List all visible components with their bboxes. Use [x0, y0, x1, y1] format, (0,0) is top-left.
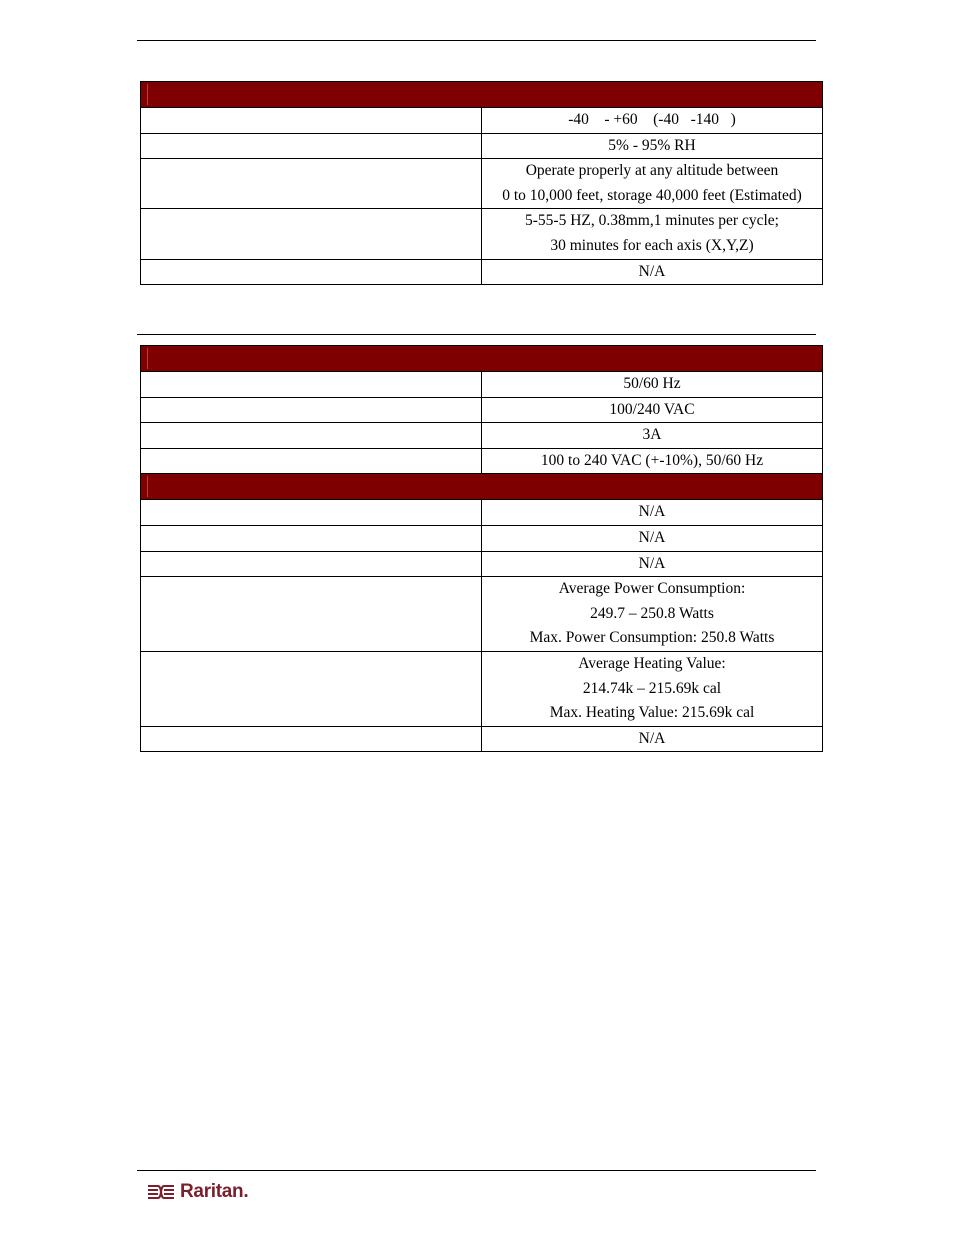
row-value: -40 - +60 (-40 -140 ) [482, 108, 823, 134]
row-label [141, 448, 482, 474]
table-row [141, 209, 823, 259]
row-value: N/A [482, 726, 823, 752]
table-header-band [141, 346, 823, 372]
row-label [141, 372, 482, 398]
table-row [141, 500, 823, 526]
row-label [141, 551, 482, 577]
row-label [141, 525, 482, 551]
section-rule [137, 334, 816, 335]
table-row [141, 651, 823, 726]
row-value: N/A [482, 551, 823, 577]
row-label [141, 423, 482, 449]
row-value: N/A [482, 525, 823, 551]
table-section-band [141, 474, 823, 500]
row-value: N/A [482, 500, 823, 526]
row-label [141, 108, 482, 134]
power-spec-table [140, 345, 823, 752]
row-value: 5-55-5 HZ, 0.38mm,1 minutes per cycle; 30 minutes for each axis (X,Y,Z) [482, 209, 823, 259]
table-header-band [141, 82, 823, 108]
row-value: Average Power Consumption: 249.7 – 250.8 Watts Max. Power Consumption: 250.8 Watts [482, 577, 823, 652]
row-value: Average Heating Value: 214.74k – 215.69k cal Max. Heating Value: 215.69k cal [482, 651, 823, 726]
table-row [141, 423, 823, 449]
row-value: 100/240 VAC [482, 397, 823, 423]
table-row [141, 372, 823, 398]
footer-logo [146, 1181, 249, 1203]
row-value: N/A [482, 259, 823, 285]
row-label [141, 397, 482, 423]
row-value: 5% - 95% RH [482, 133, 823, 159]
table-row [141, 577, 823, 652]
row-label [141, 259, 482, 285]
row-label [141, 577, 482, 652]
table-row [141, 525, 823, 551]
row-value: 3A [482, 423, 823, 449]
row-value: Operate properly at any altitude between 0 to 10,000 feet, storage 40,000 feet (Estimated) [482, 159, 823, 209]
table-row [141, 726, 823, 752]
row-label [141, 500, 482, 526]
table-row [141, 397, 823, 423]
table-row [141, 133, 823, 159]
row-label [141, 133, 482, 159]
table-row [141, 159, 823, 209]
footer-rule [137, 1170, 816, 1171]
raritan-logo-icon [146, 1182, 176, 1202]
environment-spec-table [140, 81, 823, 285]
row-value: 100 to 240 VAC (+-10%), 50/60 Hz [482, 448, 823, 474]
logo-wordmark: Raritan [180, 1181, 244, 1202]
row-label [141, 651, 482, 726]
row-label [141, 209, 482, 259]
table-row [141, 259, 823, 285]
table-row [141, 448, 823, 474]
row-label [141, 159, 482, 209]
table-row [141, 551, 823, 577]
logo-period: . [243, 1181, 249, 1202]
row-value: 50/60 Hz [482, 372, 823, 398]
table-row [141, 108, 823, 134]
row-label [141, 726, 482, 752]
header-rule [137, 40, 816, 41]
